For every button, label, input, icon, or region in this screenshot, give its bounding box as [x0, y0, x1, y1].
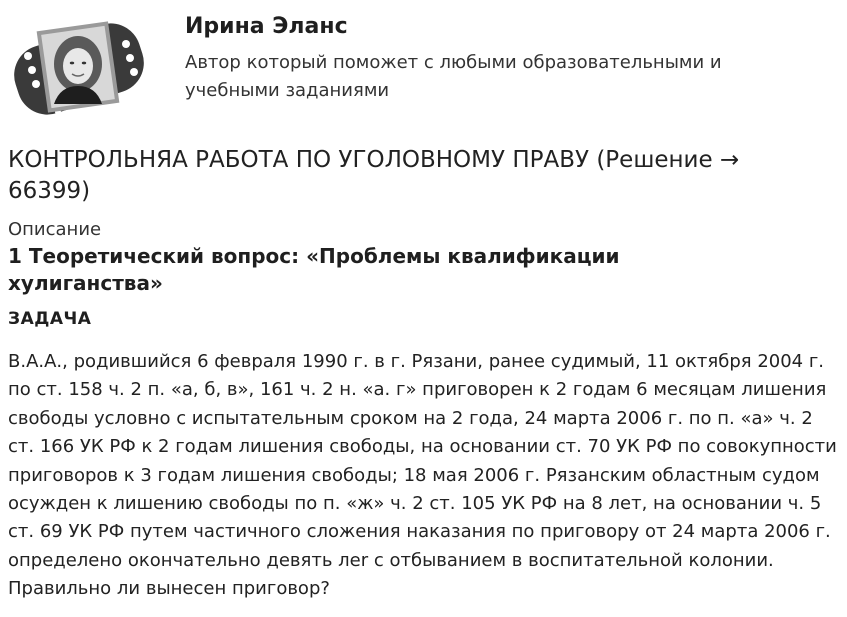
task-heading: ЗАДАЧА — [8, 309, 92, 329]
author-name[interactable]: Ирина Эланс — [185, 14, 348, 39]
author-card — [8, 8, 838, 126]
author-photo-icon — [8, 8, 150, 126]
author-description: Автор который поможет с любыми образовательными и учебными заданиями — [185, 52, 722, 101]
description-label: Описание — [8, 219, 102, 240]
document-content — [8, 145, 838, 604]
task-body: В.А.А., родившийся 6 февраля 1990 г. в г. Рязани, ранее судимый, 11 октября 2004 г. по ст. 158 ч. 2 п. «а, б, в», 161 ч. 2 н. «а. г» приговорен к 2 годам 6 месяцам лишения свободы условно с испытательным сроком на 2 года, 24 марта 2006 г. по п. «а» ч. 2 ст. 166 УК РФ к 2 годам лишения свободы, на основании ст. 70 УК РФ по совокупности приговоров к 3 годам лишения свободы; 18 мая 2006 г. Рязанским областным судом осужден к лишению свободы по п. «ж» ч. 2 ст. 105 УК РФ на 8 лет, на основании ч. 5 ст. 69 УК РФ путем частичного сложения наказания по приговору от 24 марта 2006 г. определено окончательно девять леr с отбыванием в воспитательной колонии. Правильно ли вынесен приговор? — [8, 351, 837, 600]
page-title: КОНТРОЛЬНЯА РАБОТА ПО УГОЛОВНОМУ ПРАВУ (Решение → 66399) — [8, 147, 740, 204]
avatar[interactable] — [8, 8, 150, 126]
theory-question: 1 Теоретический вопрос: «Проблемы квалификации хулиганства» — [8, 244, 620, 295]
